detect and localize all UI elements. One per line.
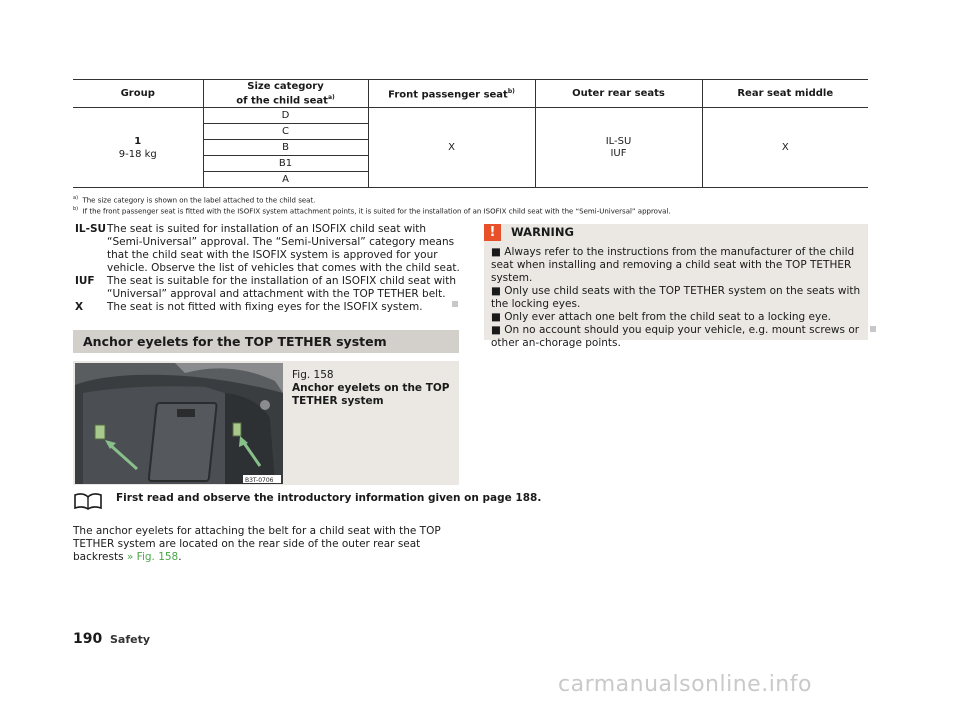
book-icon (73, 492, 103, 510)
definition-il-su: IL-SU The seat is suited for installation of an ISOFIX child seat with “Semi-Universal” approval. The “Semi-Universal” category means that the child seat with the ISOFIX system is approved for your vehicle. Observe the list of vehicles that comes with the child seat. (75, 223, 460, 274)
figure-image (75, 363, 283, 484)
front-passenger-cell: X (368, 108, 535, 188)
header-rear-middle: Rear seat middle (702, 80, 868, 108)
header-outer-rear: Outer rear seats (535, 80, 702, 108)
warning-title: WARNING (511, 225, 574, 239)
header-size-category: Size category of the child seat$^{a)}$ (203, 80, 368, 108)
section-end-marker (452, 301, 458, 307)
list-item: ■ On no account should you equip your vehicle, e.g. mount screws or other an-chorage points. (491, 324, 860, 349)
definition-list (75, 223, 460, 314)
list-item: ■ Only ever attach one belt from the child seat to a locking eye. (491, 311, 832, 323)
group-cell: 1 9-18 kg (73, 108, 203, 188)
warning-icon: ! (484, 224, 501, 241)
figure-link[interactable]: » Fig. 158 (126, 551, 179, 563)
page-section: Safety (110, 633, 151, 646)
read-note: First read and observe the introductory information given on page 188. (116, 492, 542, 504)
definition-iuf: IUF The seat is suitable for the installation of an ISOFIX child seat with “Universal” approval and attachment with the TOP TETHER belt. (75, 275, 456, 300)
table-header-row (73, 80, 868, 108)
header-group: Group (73, 80, 203, 108)
page-number: 190 (73, 631, 103, 647)
figure-number: Fig. 158 (292, 369, 334, 381)
list-item: ■ Always refer to the instructions from the manufacturer of the child seat when installing and removing a child seat with the TOP TETHER system. (491, 246, 855, 284)
header-front-passenger: Front passenger seat$^{b)}$ (368, 80, 535, 108)
warning-list (491, 246, 863, 350)
rear-middle-cell: X (702, 108, 868, 188)
definition-x: X The seat is not fitted with fixing eyes for the ISOFIX system. (75, 301, 423, 313)
size-category-cell: C (203, 124, 368, 140)
table-row (73, 108, 868, 124)
warning-end-marker (870, 326, 876, 332)
outer-rear-cell: IL-SU IUF (535, 108, 702, 188)
size-category-cell: B1 (203, 156, 368, 172)
size-category-cell: B (203, 140, 368, 156)
size-category-cell: A (203, 172, 368, 188)
figure-caption (292, 369, 452, 408)
figure-image-code: B3T-0706 (245, 477, 274, 484)
footnote-b: $^{b)}$ If the front passenger seat is fitted with the ISOFIX system attachment points, it is suited for the installation of an ISOFIX child seat with the “Semi-Universal” approval. (73, 206, 671, 216)
watermark: carmanualsonline.info (558, 672, 812, 697)
list-item: ■ Only use child seats with the TOP TETHER system on the seats with the locking eyes. (491, 285, 861, 310)
figure-caption-text: Anchor eyelets on the TOP TETHER system (292, 382, 450, 407)
child-seat-group-table (73, 79, 868, 188)
body-paragraph: The anchor eyelets for attaching the belt for a child seat with the TOP TETHER system are located on the rear side of the outer rear seat backrests » Fig. 158. (73, 525, 441, 563)
section-title: Anchor eyelets for the TOP TETHER system (73, 330, 459, 353)
footnote-a: $^{a)}$ The size category is shown on the label attached to the child seat. (73, 195, 316, 205)
size-category-cell: D (203, 108, 368, 124)
